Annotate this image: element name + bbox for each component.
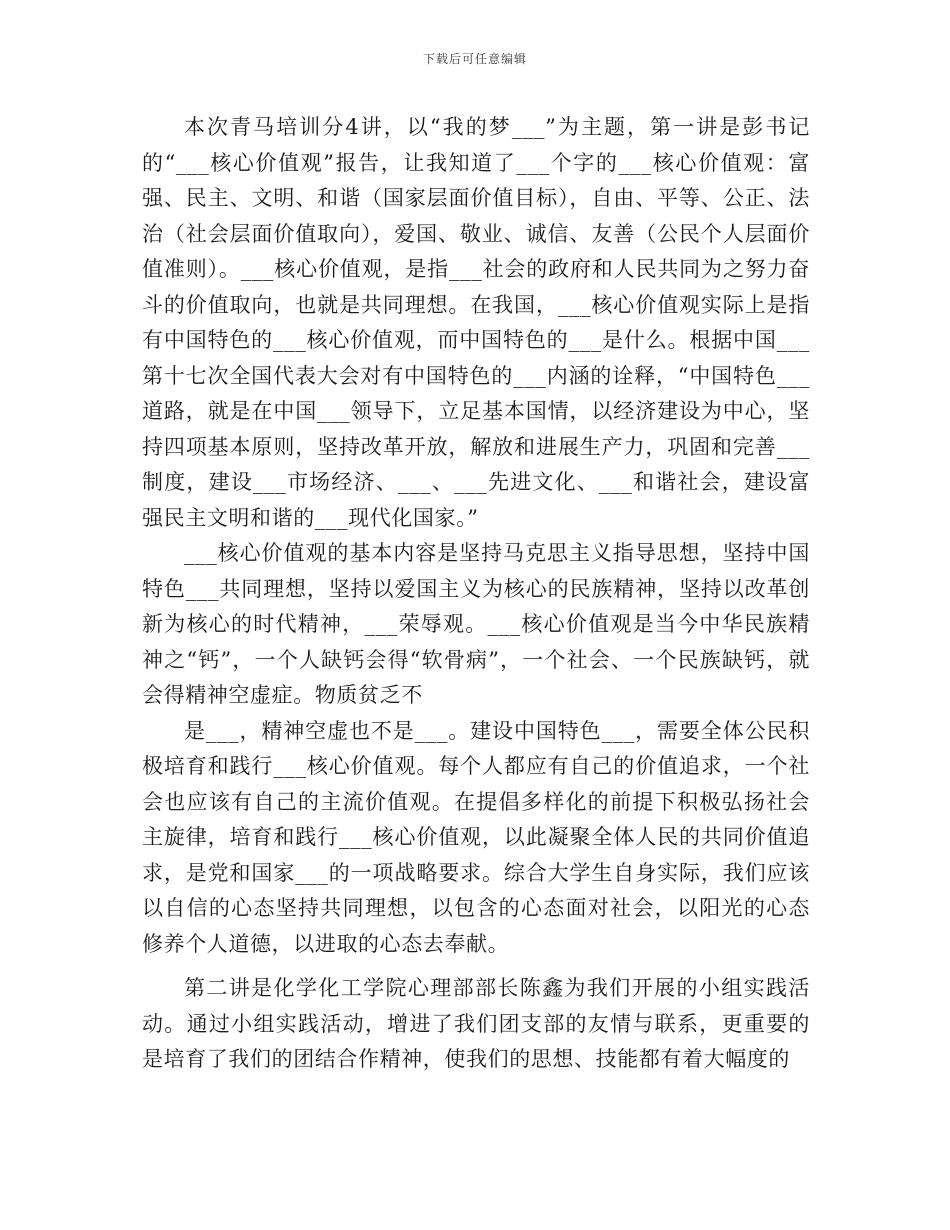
paragraph-4: 第二讲是化学化工学院心理部部长陈鑫为我们开展的小组实践活动。通过小组实践活动，增进了我们团支部的友情与联系，更重要的是培育了我们的团结合作精神，使我们的思想、技能都有着大幅度的 [142, 976, 810, 1071]
paragraph-1: 本次青马培训分4讲，以“我的梦___”为主题，第一讲是彭书记的“___核心价值观”报告，让我知道了___个字的___核心价值观：富强、民主、文明、和谐（国家层面价值目标），自由、平等、公正、法治（社会层面价值取向），爱国、敬业、诚信、友善（公民个人层面价值准则）。___核心价值观，是指___社会的政府和人民共同为之努力奋斗的价值取向，也就是共同理想。在我国，___核心价值观实际上是指有中国特色的___核心价值观，而中国特色的___是什么。根据中国___第十七次全国代表大会对有中国特色的___内涵的诠释，“中国特色___道路，就是在中国___领导下，立足基本国情，以经济建设为中心，坚持四项基本原则，坚持改革开放，解放和进展生产力，巩固和完善___制度，建设___市场经济、___、___先进文化、___和谐社会，建设富强民主文明和谐的___现代化国家。” [142, 115, 810, 530]
paragraph-2: ___核心价值观的基本内容是坚持马克思主义指导思想，坚持中国特色___共同理想，坚持以爱国主义为核心的民族精神，坚持以改革创新为核心的时代精神，___荣辱观。___核心价值观是当今中华民族精神之“钙”，一个人缺钙会得“软骨病”，一个社会、一个民族缺钙，就会得精神空虚症。物质贫乏不 [142, 541, 810, 707]
page-header: 下载后可任意编辑 [422, 52, 527, 66]
paragraph-3: 是___，精神空虚也不是___。建设中国特色___，需要全体公民积极培育和践行___核心价值观。每个人都应有自己的价值追求，一个社会也应该有自己的主流价值观。在提倡多样化的前提下积极弘扬社会主旋律，培育和践行___核心价值观，以此凝聚全体人民的共同价值追求，是党和国家___的一项战略要求。综合大学生自身实际，我们应该以自信的心态坚持共同理想，以包含的心态面对社会，以阳光的心态修养个人道德，以进取的心态去奉献。 [142, 718, 810, 956]
document-body [142, 110, 810, 1078]
